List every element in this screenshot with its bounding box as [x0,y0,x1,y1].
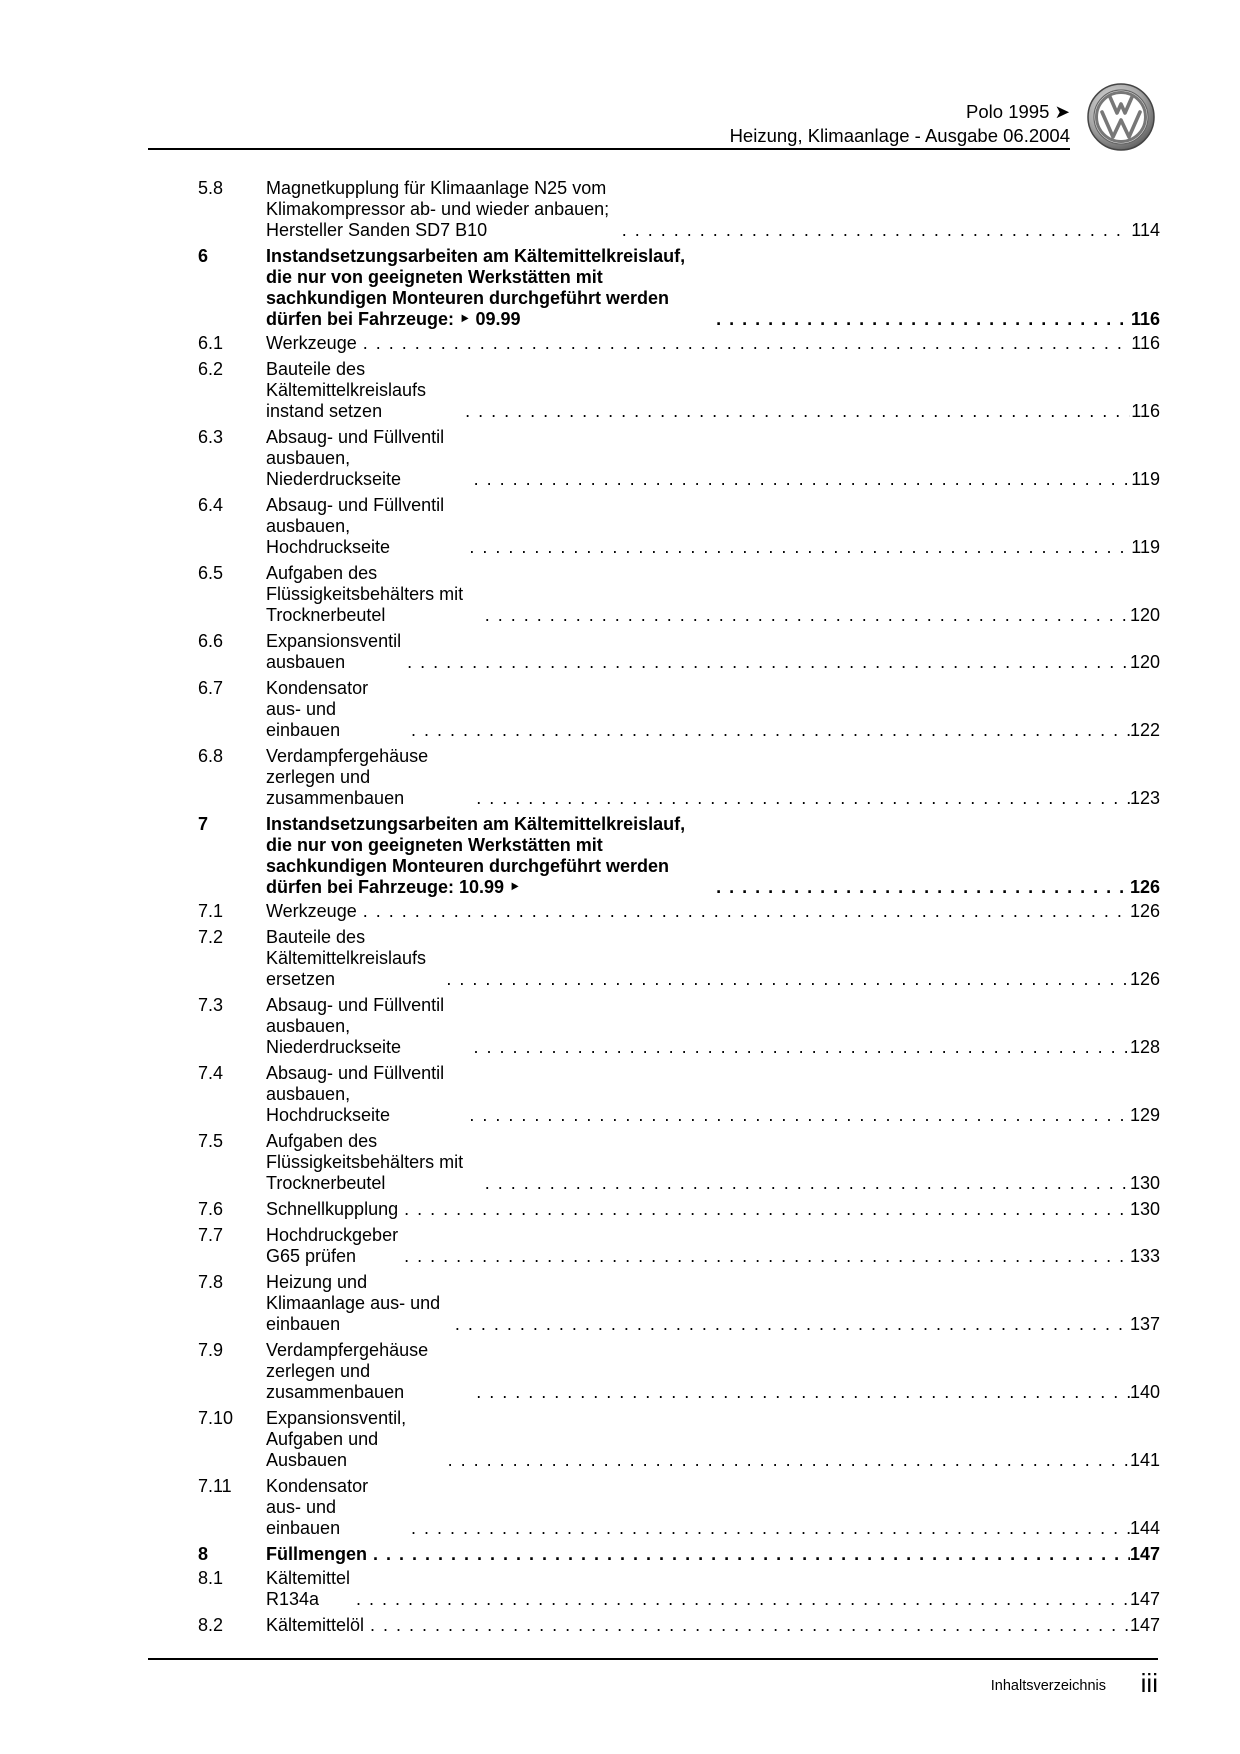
toc-entry-page: 128 [1129,1037,1160,1057]
toc-entry-title: Verdampfergehäuse zerlegen und zusammenbauen [266,1340,429,1402]
header-text [730,100,1070,148]
toc-dot-leader [476,788,1130,809]
toc-entry-page: 133 [1129,1246,1160,1266]
toc-entry-title: Absaug- und Füllventil ausbauen, Hochdruckseite [266,1063,445,1125]
toc-entry-number: 7.8 [198,1272,224,1292]
toc-entry-page: 147 [1129,1544,1160,1564]
toc-entry-title: Absaug- und Füllventil ausbauen, Niederdruckseite [266,427,445,489]
toc-entry[interactable] [198,178,1160,241]
toc-dot-leader [485,1173,1130,1194]
toc-entry[interactable] [198,359,1160,422]
toc-entry-title: Expansionsventil, Aufgaben und Ausbauen [266,1408,407,1470]
toc-entry-number: 8.1 [198,1568,224,1588]
toc-entry-number: 7 [198,814,209,834]
toc-entry[interactable] [198,995,1160,1058]
toc-dot-leader [465,401,1130,422]
toc-entry-title: Hochdruckgeber G65 prüfen [266,1225,399,1266]
toc-dot-leader [411,720,1130,741]
toc-entry-page: 130 [1129,1199,1160,1219]
toc-entry-title: Werkzeuge [266,333,357,353]
toc-chapter-entry[interactable] [198,246,1160,330]
toc-entry-page: 137 [1129,1314,1160,1334]
toc-entry-number: 6.4 [198,495,224,515]
toc-entry[interactable] [198,1063,1160,1126]
toc-entry-title: Kondensator aus- und einbauen [266,678,369,740]
toc-dot-leader [363,333,1130,354]
toc-entry-title: Füllmengen [266,1544,368,1564]
toc-entry-body [266,1615,1160,1636]
toc-entry[interactable] [198,1272,1160,1335]
toc-entry-body [266,1544,1160,1565]
toc-entry-page: 122 [1129,720,1160,740]
toc-entry-title: Bauteile des Kältemittelkreislaufs instand setzen [266,359,427,421]
toc-entry-page: 120 [1129,652,1160,672]
toc-entry-number: 6.7 [198,678,224,698]
toc-entry[interactable] [198,333,1160,354]
toc-entry-page: 116 [1131,401,1160,421]
toc-entry[interactable] [198,427,1160,490]
toc-entry-title: Absaug- und Füllventil ausbauen, Niederdruckseite [266,995,445,1057]
toc-entry[interactable] [198,1615,1160,1636]
toc-entry[interactable] [198,1131,1160,1194]
vw-logo-icon [1086,82,1156,152]
toc-dot-leader [455,1314,1130,1335]
toc-entry-page: 147 [1129,1589,1160,1609]
toc-entry-page: 114 [1131,220,1160,240]
toc-entry-body [266,563,1160,626]
footer-section-label: Inhaltsverzeichnis [990,1678,1106,1694]
toc-entry-page: 116 [1131,333,1160,353]
toc-entry[interactable] [198,1568,1160,1610]
toc-entry[interactable] [198,495,1160,558]
footer-page-number: iii [1140,1668,1158,1698]
toc-dot-leader [716,309,1130,330]
toc-entry-body [266,246,1160,330]
toc-entry-page: 129 [1129,1105,1160,1125]
toc-entry-number: 6.8 [198,746,224,766]
page-header [148,96,1070,150]
toc-entry-title: Kondensator aus- und einbauen [266,1476,369,1538]
toc-entry[interactable] [198,678,1160,741]
toc-entry-page: 123 [1129,788,1160,808]
toc-entry-title: Magnetkupplung für Klimaanlage N25 vom Klimakompressor ab- und wieder anbauen; Hersteller Sanden SD7 B10 [266,178,610,240]
toc-entry-page: 119 [1131,537,1160,557]
toc-entry[interactable] [198,563,1160,626]
toc-dot-leader [476,1382,1130,1403]
toc-dot-leader [446,969,1130,990]
toc-entry-body [266,901,1160,922]
toc-dot-leader [469,1105,1130,1126]
toc-entry-body [266,1272,1160,1335]
toc-entry-page: 141 [1129,1450,1160,1470]
toc-entry-page: 126 [1129,877,1160,897]
toc-dot-leader [363,901,1130,922]
toc-entry-body [266,1131,1160,1194]
toc-entry-body [266,495,1160,558]
toc-entry[interactable] [198,1340,1160,1403]
toc-dot-leader [474,469,1130,490]
toc-dot-leader [474,1037,1130,1058]
toc-entry-body [266,1476,1160,1539]
toc-dot-leader [404,1199,1130,1220]
toc-entry-number: 6.2 [198,359,224,379]
toc-entry-number: 7.3 [198,995,224,1015]
toc-entry-title: Kältemittelöl [266,1615,365,1635]
toc-entry-body [266,1063,1160,1126]
toc-entry-title: Heizung und Klimaanlage aus- und einbauen [266,1272,441,1334]
toc-entry-page: 126 [1129,969,1160,989]
toc-entry-body [266,995,1160,1058]
toc-entry-body [266,631,1160,673]
toc-entry-number: 6 [198,246,209,266]
toc-entry-page: 126 [1129,901,1160,921]
toc-entry-body [266,427,1160,490]
toc-entry[interactable] [198,1199,1160,1220]
toc-entry[interactable] [198,901,1160,922]
header-subtitle: Heizung, Klimaanlage - Ausgabe 06.2004 [729,125,1070,146]
toc-entry-number: 7.10 [198,1408,234,1428]
toc-entry-number: 8.2 [198,1615,224,1635]
toc-entry-body [266,746,1160,809]
toc-dot-leader [356,1589,1130,1610]
toc-chapter-entry[interactable] [198,814,1160,898]
toc-entry-page: 144 [1129,1518,1160,1538]
toc-entry-title: Schnellkupplung [266,1199,399,1219]
toc-entry-title: Kältemittel R134a [266,1568,351,1609]
toc-entry-page: 116 [1130,309,1160,329]
toc-entry-body [266,1408,1160,1471]
toc-entry-number: 6.1 [198,333,224,353]
toc-entry-title: Verdampfergehäuse zerlegen und zusammenbauen [266,746,429,808]
toc-dot-leader [411,1518,1130,1539]
toc-chapter-entry[interactable] [198,1544,1160,1565]
toc-entry-body [266,333,1160,354]
toc-entry-number: 7.9 [198,1340,224,1360]
toc-entry-body [266,1568,1160,1610]
toc-entry-number: 7.5 [198,1131,224,1151]
toc-entry[interactable] [198,746,1160,809]
toc-entry-title: Absaug- und Füllventil ausbauen, Hochdruckseite [266,495,445,557]
toc-dot-leader [622,220,1130,241]
toc-entry-body [266,927,1160,990]
toc-entry-page: 120 [1129,605,1160,625]
toc-dot-leader [485,605,1130,626]
toc-entry-body [266,1199,1160,1220]
toc-entry-number: 7.7 [198,1225,224,1245]
toc-entry-number: 7.4 [198,1063,224,1083]
toc-entry-title: Instandsetzungsarbeiten am Kältemittelkreislauf, die nur von geeigneten Werkstätten mit sachkundigen Monteuren durchgeführt werden dürfen bei Fahrzeuge: ‣ 09.99 [266,246,686,329]
toc-entry-number: 7.6 [198,1199,224,1219]
toc-entry-number: 6.5 [198,563,224,583]
header-model: Polo 1995 ➤ [966,101,1070,122]
toc-entry-body [266,678,1160,741]
toc-dot-leader [404,1246,1130,1267]
toc-entry-number: 8 [198,1544,209,1564]
toc-entry-body [266,814,1160,898]
table-of-contents [198,178,1160,1641]
toc-entry[interactable] [198,1225,1160,1267]
toc-dot-leader [716,877,1130,898]
page-footer [148,1658,1158,1698]
toc-entry-title: Aufgaben des Flüssigkeitsbehälters mit Trocknerbeutel [266,563,464,625]
toc-entry-body [266,1225,1160,1267]
toc-entry-body [266,359,1160,422]
header-rule [148,148,1070,150]
toc-entry-title: Werkzeuge [266,901,357,921]
toc-dot-leader [370,1615,1130,1636]
toc-entry-number: 7.2 [198,927,224,947]
toc-entry-number: 7.1 [198,901,224,921]
toc-entry-page: 140 [1129,1382,1160,1402]
toc-entry-number: 5.8 [198,178,224,198]
toc-dot-leader [373,1544,1130,1565]
toc-dot-leader [448,1450,1130,1471]
toc-entry-body [266,178,1160,241]
toc-entry-title: Bauteile des Kältemittelkreislaufs ersetzen [266,927,427,989]
toc-entry-body [266,1340,1160,1403]
toc-entry-number: 7.11 [198,1476,232,1496]
toc-entry-number: 6.6 [198,631,224,651]
toc-entry[interactable] [198,1476,1160,1539]
toc-entry-number: 6.3 [198,427,224,447]
toc-entry-title: Aufgaben des Flüssigkeitsbehälters mit Trocknerbeutel [266,1131,464,1193]
toc-entry-title: Expansionsventil ausbauen [266,631,402,672]
toc-dot-leader [407,652,1130,673]
toc-entry-page: 119 [1131,469,1160,489]
toc-entry-page: 130 [1129,1173,1160,1193]
toc-entry[interactable] [198,1408,1160,1471]
toc-entry-title: Instandsetzungsarbeiten am Kältemittelkreislauf, die nur von geeigneten Werkstätten mit sachkundigen Monteuren durchgeführt werden dürfen bei Fahrzeuge: 10.99 ‣ [266,814,686,897]
toc-entry[interactable] [198,631,1160,673]
footer-rule [148,1658,1158,1660]
toc-entry[interactable] [198,927,1160,990]
toc-entry-page: 147 [1129,1615,1160,1635]
toc-dot-leader [469,537,1130,558]
